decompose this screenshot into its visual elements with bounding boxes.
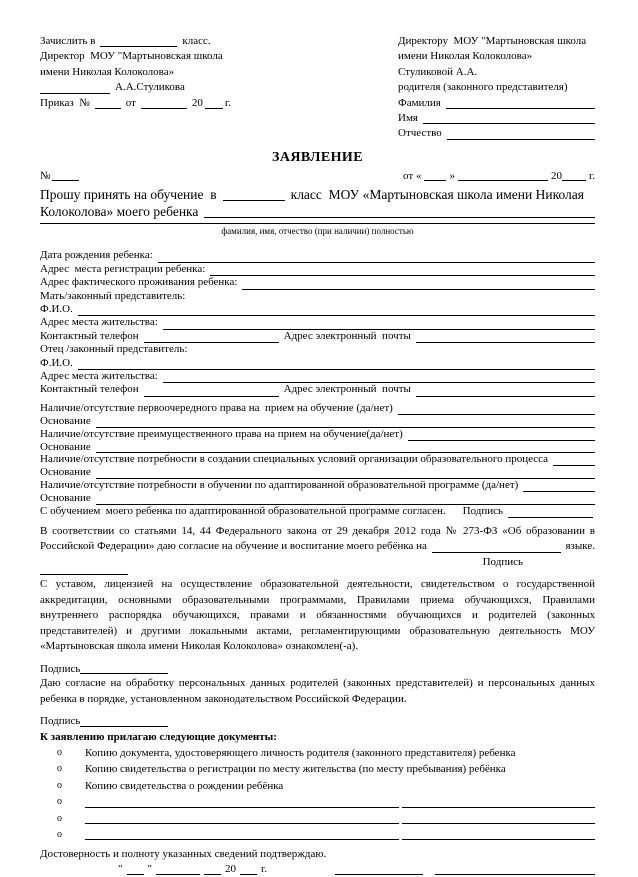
- bullet-marker: o: [57, 829, 62, 840]
- father-section-label: [40, 343, 595, 356]
- basis-row: [40, 466, 595, 479]
- blank-line: [447, 130, 595, 140]
- empty-document-row: [40, 794, 595, 810]
- residence-label: Адрес места жительства:: [40, 316, 158, 329]
- basis-row: [40, 415, 595, 428]
- blank-line: [52, 171, 79, 181]
- blank-line: [446, 99, 595, 109]
- blank-line: [423, 114, 595, 124]
- mother-header-text: Мать/законный представитель:: [40, 289, 186, 302]
- blank-line: [96, 495, 595, 505]
- signature-label: Подпись: [40, 715, 81, 728]
- personal-data-paragraph: Даю согласие на обработку персональных данных родителей (законных представителей) и персональных данных ребенка в порядке, установленном законодательством Российской Федерации.: [40, 677, 595, 705]
- blank-line: [100, 37, 177, 47]
- blank-line: [562, 171, 586, 181]
- language-consent-paragraph: [40, 524, 595, 555]
- request-text-3: Колоколова» моего ребенка: [40, 204, 199, 220]
- blank-line: [40, 84, 110, 94]
- signature-label: Подпись: [40, 662, 81, 675]
- child-name-underline: [40, 220, 595, 224]
- language-blank: [432, 543, 561, 553]
- document-item: [40, 745, 595, 761]
- actual-address-label: Адрес фактического проживания ребенка:: [40, 276, 238, 289]
- fio-label: Ф.И.О.: [40, 302, 73, 315]
- enroll-class-line: [40, 34, 398, 49]
- order-from-word: от: [125, 96, 136, 109]
- blank-line: [205, 99, 223, 109]
- law-line-2: [40, 539, 595, 555]
- director-name: А.А.Стуликова: [115, 81, 185, 94]
- bullet-marker: o: [57, 779, 62, 791]
- order-year-suffix: г.: [224, 96, 231, 109]
- application-number: [40, 170, 79, 184]
- blank-line: [242, 280, 595, 290]
- blank-line: [163, 320, 595, 330]
- confirmation-line: Достоверность и полноту указанных сведений подтверждаю.: [40, 848, 327, 861]
- director-line-2: имени Николая Колоколова»: [40, 65, 175, 78]
- blank-line: [144, 333, 279, 343]
- enroll-label: Зачислить в: [40, 35, 96, 47]
- year-prefix: 20: [225, 862, 236, 875]
- blank-line: [553, 456, 595, 466]
- blank-line: [416, 387, 595, 397]
- surname-label: Фамилия: [398, 96, 441, 109]
- adapted-consent-row: [40, 505, 595, 518]
- registration-address-label: Адрес места регистрации ребенка:: [40, 262, 206, 275]
- blank-line: [80, 717, 168, 727]
- signature-label: Подпись: [462, 505, 504, 518]
- basis-row: [40, 492, 595, 505]
- birthdate-label: Дата рождения ребенка:: [40, 249, 153, 262]
- patronymic-row: [398, 126, 595, 141]
- header-left-block: [40, 34, 398, 142]
- open-quote: ": [118, 862, 123, 875]
- document-item: [40, 778, 595, 794]
- adapted-program-row: [40, 479, 595, 492]
- law-line-2-text: Российской Федерации» даю согласие на обучение и воспитание моего ребёнка на: [40, 540, 427, 553]
- blank-line: [78, 360, 595, 370]
- date-year-suffix: г.: [588, 169, 595, 182]
- phone-label: Контактный телефон: [40, 383, 139, 396]
- bullet-marker: o: [57, 746, 62, 758]
- signature-label: Подпись: [482, 555, 523, 568]
- order-line: [40, 96, 398, 111]
- phone-label: Контактный телефон: [40, 329, 139, 342]
- blank-line: [240, 865, 257, 875]
- adapted-program-label: Наличие/отсутствие потребности в обучении по адаптированной образовательной программе (да/нет): [40, 479, 519, 492]
- basis-row: [40, 441, 595, 454]
- basis-label: Основание: [40, 492, 91, 505]
- blank-line: [204, 865, 221, 875]
- blank-line: [85, 798, 399, 808]
- class-word: класс.: [182, 35, 211, 47]
- blank-line: [402, 798, 595, 808]
- patronymic-label: Отчество: [398, 127, 442, 140]
- bullet-marker: o: [57, 796, 62, 808]
- bullet-marker: o: [57, 763, 62, 775]
- blank-line: [458, 171, 548, 181]
- header: [40, 34, 595, 142]
- blank-line: [96, 418, 595, 428]
- residence-label: Адрес места жительства:: [40, 370, 158, 382]
- fields-section: [40, 249, 595, 396]
- year-suffix: г.: [261, 862, 268, 875]
- date-close-quote: »: [449, 169, 455, 182]
- fio-label: Ф.И.О.: [40, 356, 73, 369]
- signature-transcript-blank: [435, 865, 595, 875]
- application-date: [403, 170, 595, 184]
- blank-line: [163, 373, 595, 383]
- child-birthdate-row: [40, 249, 595, 262]
- director-signature-line: [40, 80, 398, 95]
- fio-caption: фамилия, имя, отчество (при наличии) полностью: [221, 226, 414, 237]
- special-conditions-label: Наличие/отсутствие потребности в создании специальных условий организации образовательного процесса: [40, 453, 549, 466]
- blank-line: [416, 333, 595, 343]
- number-date-row: [40, 170, 595, 184]
- blank-line: [156, 865, 200, 875]
- blank-line: [158, 253, 595, 263]
- document-item-text: Копию свидетельства о регистрации по месту жительства (по месту пребывания) ребёнка: [85, 763, 506, 776]
- documents-heading: К заявлению прилагаю следующие документы:: [40, 730, 277, 743]
- empty-document-row: [40, 827, 595, 843]
- addressee-line-2: имени Николая Колоколова»: [398, 50, 533, 63]
- child-registration-address-row: [40, 263, 595, 276]
- applicant-role: родителя (законного представителя): [398, 81, 568, 94]
- mother-section-label: [40, 290, 595, 303]
- order-year-prefix: 20: [191, 96, 203, 109]
- firstname-label: Имя: [398, 112, 418, 125]
- priority-right-label: Наличие/отсутствие первоочередного права на прием на обучение (да/нет): [40, 401, 393, 414]
- blank-line: [78, 306, 595, 316]
- preferential-right-row: [40, 428, 595, 441]
- father-fio-row: [40, 357, 595, 370]
- firstname-row: [398, 111, 595, 126]
- blank-line: [398, 405, 595, 415]
- priority-right-row: [40, 402, 595, 415]
- father-contacts-row: [40, 383, 595, 396]
- order-label: Приказ №: [40, 96, 90, 109]
- document-item-text: Копию документа, удостоверяющего личность родителя (законного представителя) ребенка: [85, 746, 516, 759]
- law-line-1: В соответствии со статьями 14, 44 Федерального закона от 29 декабря 2012 года № 273-ФЗ «Об образовании в: [40, 524, 595, 537]
- blank-line: [95, 99, 121, 109]
- rights-section: [40, 402, 595, 518]
- familiarization-paragraph: С уставом, лицензией на осуществление образовательной деятельности, свидетельством о государственной аккредитации, основными образовательными программами, Правилами приема обучающихся, Правилами внутреннего распорядка обучающихся, правами и обязанностями обучающихся и родителей (законных представителей) и другими локальными актами, регламентирующими образовательную деятельность МОУ «Мартыновская школа имени Николая Колоколова» ознакомлен(-а).: [40, 578, 595, 653]
- request-line-2: [40, 203, 595, 220]
- number-sign: №: [40, 169, 51, 182]
- blank-line: [85, 814, 399, 824]
- email-label: Адрес электронный почты: [283, 329, 411, 342]
- document-item-text: Копию свидетельства о рождении ребёнка: [85, 779, 284, 792]
- request-text-2: класс МОУ «Мартыновская школа имени Николая: [290, 187, 584, 203]
- blank-line: [144, 387, 279, 397]
- close-quote: ": [147, 862, 152, 875]
- blank-line: [508, 508, 593, 518]
- mother-address-row: [40, 316, 595, 329]
- addressee-name: Стуликовой А.А.: [398, 65, 478, 78]
- request-paragraph: [40, 186, 595, 237]
- addressee-line-1: Директору МОУ "Мартыновская школа: [398, 35, 587, 47]
- blank-line: [523, 482, 595, 492]
- request-line-1: [40, 186, 595, 203]
- blank-line: [96, 443, 595, 453]
- signature-label-right: [40, 556, 595, 570]
- blank-line: [141, 99, 187, 109]
- signature-row: [40, 663, 595, 677]
- basis-label: Основание: [40, 414, 91, 427]
- request-text-1: Прошу принять на обучение в: [40, 187, 217, 203]
- blank-line: [80, 664, 168, 674]
- blank-line: [223, 189, 285, 201]
- blank-line: [402, 830, 595, 840]
- bullet-marker: o: [57, 812, 62, 824]
- date-signature-row: [118, 862, 595, 877]
- empty-document-row: [40, 811, 595, 827]
- date-year-prefix: 20: [550, 169, 562, 182]
- adapted-consent-label: С обучением моего ребенка по адаптированной образовательной программе согласен.: [40, 505, 446, 518]
- blank-line: [402, 814, 595, 824]
- signature-row: [40, 715, 595, 729]
- surname-row: [398, 96, 595, 111]
- basis-label: Основание: [40, 440, 91, 453]
- language-word: языке.: [565, 540, 595, 553]
- blank-line: [408, 431, 595, 441]
- child-name-blank: [204, 206, 595, 218]
- preferential-right-label: Наличие/отсутствие преимущественного права на прием на обучение(да/нет): [40, 427, 403, 440]
- header-right-block: [398, 34, 595, 142]
- father-header-text: Отец /законный представитель:: [40, 343, 188, 356]
- director-line-1: Директор МОУ "Мартыновская школа: [40, 50, 223, 63]
- blank-line: [424, 171, 446, 181]
- basis-label: Основание: [40, 466, 91, 479]
- blank-line: [127, 865, 144, 875]
- signature-short-line: [40, 571, 128, 575]
- blank-line: [210, 266, 595, 276]
- special-conditions-row: [40, 453, 595, 466]
- document-item: [40, 761, 595, 777]
- child-actual-address-row: [40, 276, 595, 289]
- signature-blank: [335, 865, 423, 875]
- date-prefix: от «: [403, 169, 422, 182]
- email-label: Адрес электронный почты: [283, 383, 411, 396]
- mother-fio-row: [40, 303, 595, 316]
- mother-contacts-row: [40, 330, 595, 343]
- blank-line: [96, 469, 595, 479]
- blank-line: [85, 830, 399, 840]
- document-title: ЗАЯВЛЕНИЕ: [272, 149, 363, 165]
- father-address-row: [40, 370, 595, 383]
